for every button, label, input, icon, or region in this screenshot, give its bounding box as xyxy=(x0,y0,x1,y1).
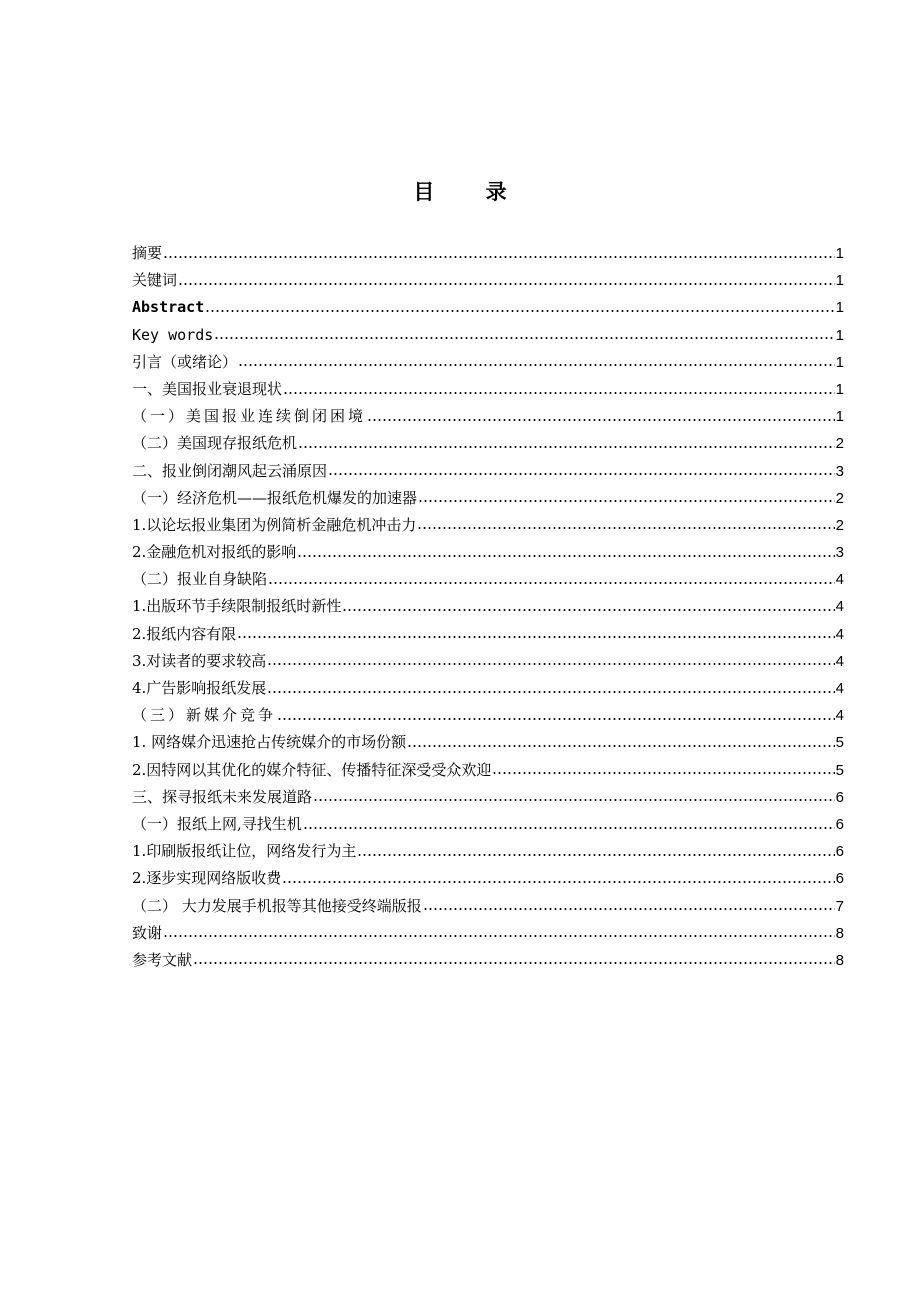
toc-entry-label: 2.逐步实现网络版收费 xyxy=(132,869,282,888)
dot-leader xyxy=(163,256,835,258)
toc-entry-label: 3.对读者的要求较高 xyxy=(132,651,267,670)
toc-entry-page-number: 1 xyxy=(835,408,844,426)
dot-leader xyxy=(303,827,835,829)
toc-entry-label: （一）美国报业连续倒闭困境 xyxy=(132,407,367,426)
dot-leader xyxy=(313,799,835,801)
toc-entry[interactable] xyxy=(132,865,844,892)
toc-entry[interactable] xyxy=(132,512,844,539)
toc-entry[interactable] xyxy=(132,566,844,593)
toc-entry-label: （一）报纸上网,寻找生机 xyxy=(132,814,302,833)
dot-leader xyxy=(214,337,834,339)
toc-entry-label: 一、美国报业衰退现状 xyxy=(132,379,283,398)
toc-entry-page-number: 3 xyxy=(835,462,844,480)
toc-entry[interactable] xyxy=(132,593,844,620)
toc-entry-label: （一）经济危机——报纸危机爆发的加速器 xyxy=(132,488,418,507)
toc-entry-page-number: 4 xyxy=(835,652,844,670)
toc-entry[interactable] xyxy=(132,240,844,267)
dot-leader xyxy=(297,555,834,557)
toc-entry-page-number: 3 xyxy=(835,544,844,562)
dot-leader xyxy=(357,854,834,856)
toc-entry-label: 参考文献 xyxy=(132,950,193,969)
toc-entry-label: Abstract xyxy=(132,298,205,317)
toc-entry[interactable] xyxy=(132,430,844,457)
dot-leader xyxy=(178,283,835,285)
dot-leader xyxy=(193,962,835,964)
dot-leader xyxy=(342,609,834,611)
toc-entry[interactable] xyxy=(132,294,844,321)
toc-entry[interactable] xyxy=(132,539,844,566)
dot-leader xyxy=(237,636,834,638)
toc-entry[interactable] xyxy=(132,920,844,947)
toc-entry[interactable] xyxy=(132,811,844,838)
toc-entry-label: （二） 大力发展手机报等其他接受终端版报 xyxy=(132,896,422,915)
toc-entry-page-number: 8 xyxy=(835,924,844,942)
toc-entry-page-number: 6 xyxy=(835,815,844,833)
toc-entry[interactable] xyxy=(132,267,844,294)
dot-leader xyxy=(328,473,835,475)
toc-entry-label: 关键词 xyxy=(132,271,178,290)
toc-entry-label: 4.广告影响报纸发展 xyxy=(132,679,267,697)
toc-entry-page-number: 4 xyxy=(835,680,844,697)
toc-entry-page-number: 1 xyxy=(835,245,844,262)
table-of-contents xyxy=(132,240,844,974)
toc-entry-page-number: 5 xyxy=(835,761,844,779)
toc-entry[interactable] xyxy=(132,784,844,811)
toc-entry-label: （三）新媒介竞争 xyxy=(132,706,277,725)
toc-entry-label: 1.出版环节手续限制报纸时新性 xyxy=(132,597,342,616)
toc-entry-label: 2.金融危机对报纸的影响 xyxy=(132,543,297,562)
toc-entry-page-number: 8 xyxy=(835,951,844,969)
toc-entry-label: 致谢 xyxy=(132,923,163,942)
toc-entry[interactable] xyxy=(132,893,844,920)
dot-leader xyxy=(492,772,834,774)
toc-entry-page-number: 7 xyxy=(835,897,844,915)
toc-entry-label: （二）美国现存报纸危机 xyxy=(132,434,298,453)
dot-leader xyxy=(205,310,834,312)
toc-entry-page-number: 2 xyxy=(835,516,844,534)
toc-entry[interactable] xyxy=(132,757,844,784)
toc-entry-label: 三、探寻报纸未来发展道路 xyxy=(132,787,313,806)
dot-leader xyxy=(283,392,835,394)
toc-entry-page-number: 5 xyxy=(835,734,844,752)
toc-entry-page-number: 1 xyxy=(835,380,844,398)
toc-entry-label: 1.印刷版报纸让位，网络发行为主 xyxy=(132,842,357,861)
dot-leader xyxy=(298,446,835,448)
dot-leader xyxy=(268,582,835,584)
dot-leader xyxy=(423,908,835,910)
toc-entry-label: Key words xyxy=(132,325,214,344)
toc-entry-page-number: 6 xyxy=(835,870,844,888)
toc-entry-label: 2.因特网以其优化的媒介特征、传播特征深受受众欢迎 xyxy=(132,760,492,779)
toc-entry-label: 2.报纸内容有限 xyxy=(132,624,237,643)
toc-entry[interactable] xyxy=(132,648,844,675)
dot-leader xyxy=(407,745,835,747)
toc-entry[interactable] xyxy=(132,838,844,865)
toc-entry-page-number: 1 xyxy=(835,272,844,290)
toc-entry-label: 1. 网络媒介迅速抢占传统媒介的市场份额 xyxy=(132,733,407,752)
dot-leader xyxy=(367,419,835,421)
toc-entry[interactable] xyxy=(132,675,844,702)
toc-entry-page-number: 6 xyxy=(835,788,844,806)
toc-entry[interactable] xyxy=(132,485,844,512)
toc-entry[interactable] xyxy=(132,349,844,376)
toc-entry[interactable] xyxy=(132,403,844,430)
toc-entry[interactable] xyxy=(132,729,844,756)
toc-entry-label: 1.以论坛报业集团为例简析金融危机冲击力 xyxy=(132,515,417,534)
toc-entry[interactable] xyxy=(132,376,844,403)
toc-entry-page-number: 4 xyxy=(835,598,844,616)
toc-entry-page-number: 1 xyxy=(835,299,844,317)
dot-leader xyxy=(163,935,835,937)
toc-title: 目 录 xyxy=(413,180,529,204)
toc-entry-page-number: 4 xyxy=(835,625,844,643)
toc-entry-page-number: 6 xyxy=(835,843,844,861)
toc-entry[interactable] xyxy=(132,621,844,648)
toc-entry-page-number: 4 xyxy=(835,571,844,589)
dot-leader xyxy=(418,500,835,502)
toc-entry[interactable] xyxy=(132,702,844,729)
toc-entry-label: （二）报业自身缺陷 xyxy=(132,570,268,589)
toc-entry[interactable] xyxy=(132,458,844,485)
toc-entry-label: 引言（或绪论） xyxy=(132,352,238,371)
dot-leader xyxy=(267,663,834,665)
toc-entry-label: 二、报业倒闭潮风起云涌原因 xyxy=(132,461,328,480)
toc-entry[interactable] xyxy=(132,322,844,349)
toc-entry-page-number: 2 xyxy=(835,489,844,507)
dot-leader xyxy=(238,364,835,366)
toc-entry[interactable] xyxy=(132,947,844,974)
dot-leader xyxy=(282,881,834,883)
dot-leader xyxy=(277,718,835,720)
toc-entry-label: 摘要 xyxy=(132,244,163,262)
toc-entry-page-number: 1 xyxy=(835,353,844,371)
toc-entry-page-number: 2 xyxy=(835,435,844,453)
toc-entry-page-number: 4 xyxy=(835,707,844,725)
toc-entry-page-number: 1 xyxy=(835,326,844,344)
dot-leader xyxy=(267,691,834,693)
dot-leader xyxy=(417,527,834,529)
